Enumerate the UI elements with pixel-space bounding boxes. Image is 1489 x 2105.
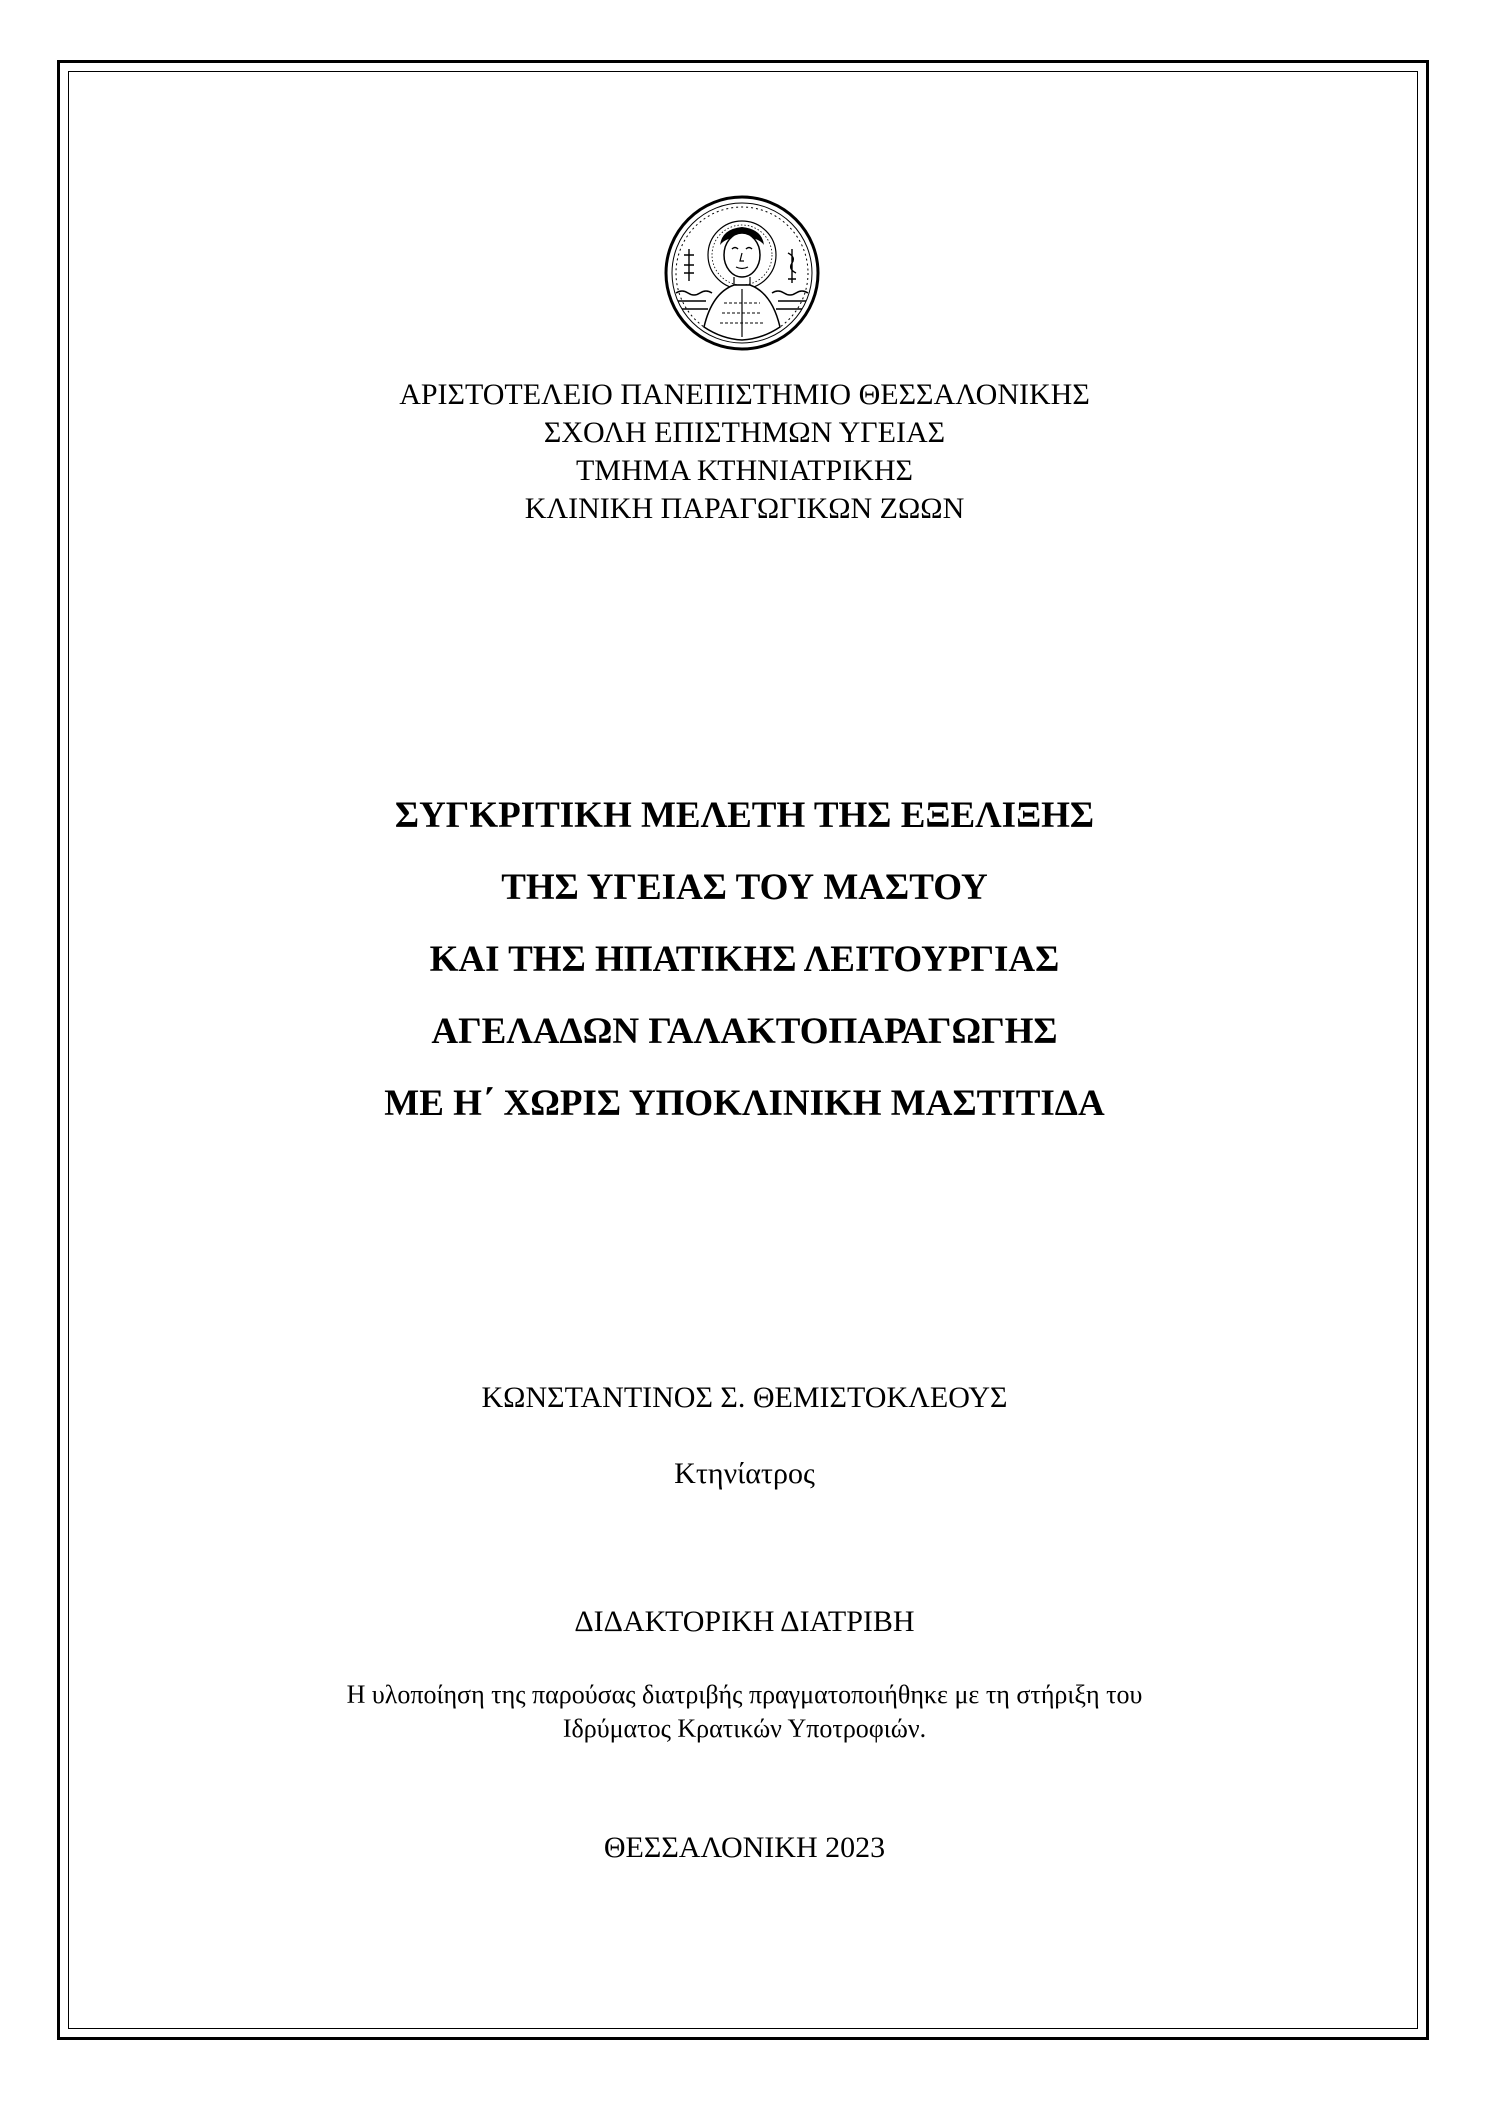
document-type: ΔΙΔΑΚΤΟΡΙΚΗ ΔΙΑΤΡΙΒΗ xyxy=(574,1605,915,1638)
author-name: ΚΩΝΣΤΑΝΤΙΝΟΣ Σ. ΘΕΜΙΣΤΟΚΛΕΟΥΣ xyxy=(481,1381,1008,1414)
place-and-year: ΘΕΣΣΑΛΟΝΙΚΗ 2023 xyxy=(603,1831,886,1864)
title-line: ΜΕ Η΄ ΧΩΡΙΣ ΥΠΟΚΛΙΝΙΚΗ ΜΑΣΤΙΤΙΔΑ xyxy=(384,1083,1105,1124)
thesis-title xyxy=(0,780,1489,1140)
institution-block xyxy=(0,376,1489,528)
title-line: ΚΑΙ ΤΗΣ ΗΠΑΤΙΚΗΣ ΛΕΙΤΟΥΡΓΙΑΣ xyxy=(429,939,1060,980)
title-line: ΤΗΣ ΥΓΕΙΑΣ ΤΟΥ ΜΑΣΤΟΥ xyxy=(501,867,988,908)
university-seal-icon xyxy=(662,193,822,353)
university-name: ΑΡΙΣΤΟΤΕΛΕΙΟ ΠΑΝΕΠΙΣΤΗΜΙΟ ΘΕΣΣΑΛΟΝΙΚΗΣ xyxy=(399,378,1090,411)
title-line: ΣΥΓΚΡΙΤΙΚΗ ΜΕΛΕΤΗ ΤΗΣ ΕΞΕΛΙΞΗΣ xyxy=(394,795,1095,836)
funding-note xyxy=(0,1678,1489,1746)
department-name: ΤΜΗΜΑ ΚΤΗΝΙΑΤΡΙΚΗΣ xyxy=(575,454,913,487)
title-line: ΑΓΕΛΑΔΩΝ ΓΑΛΑΚΤΟΠΑΡΑΓΩΓΗΣ xyxy=(431,1011,1058,1052)
author-profession: Κτηνίατρος xyxy=(674,1457,815,1490)
school-name: ΣΧΟΛΗ ΕΠΙΣΤΗΜΩΝ ΥΓΕΙΑΣ xyxy=(543,416,946,449)
clinic-name: ΚΛΙΝΙΚΗ ΠΑΡΑΓΩΓΙΚΩΝ ΖΩΩΝ xyxy=(524,492,965,525)
funding-line: Ιδρύματος Κρατικών Υποτροφιών. xyxy=(562,1714,927,1743)
funding-line: Η υλοποίηση της παρούσας διατριβής πραγματοποιήθηκε με τη στήριξη του xyxy=(346,1680,1143,1709)
